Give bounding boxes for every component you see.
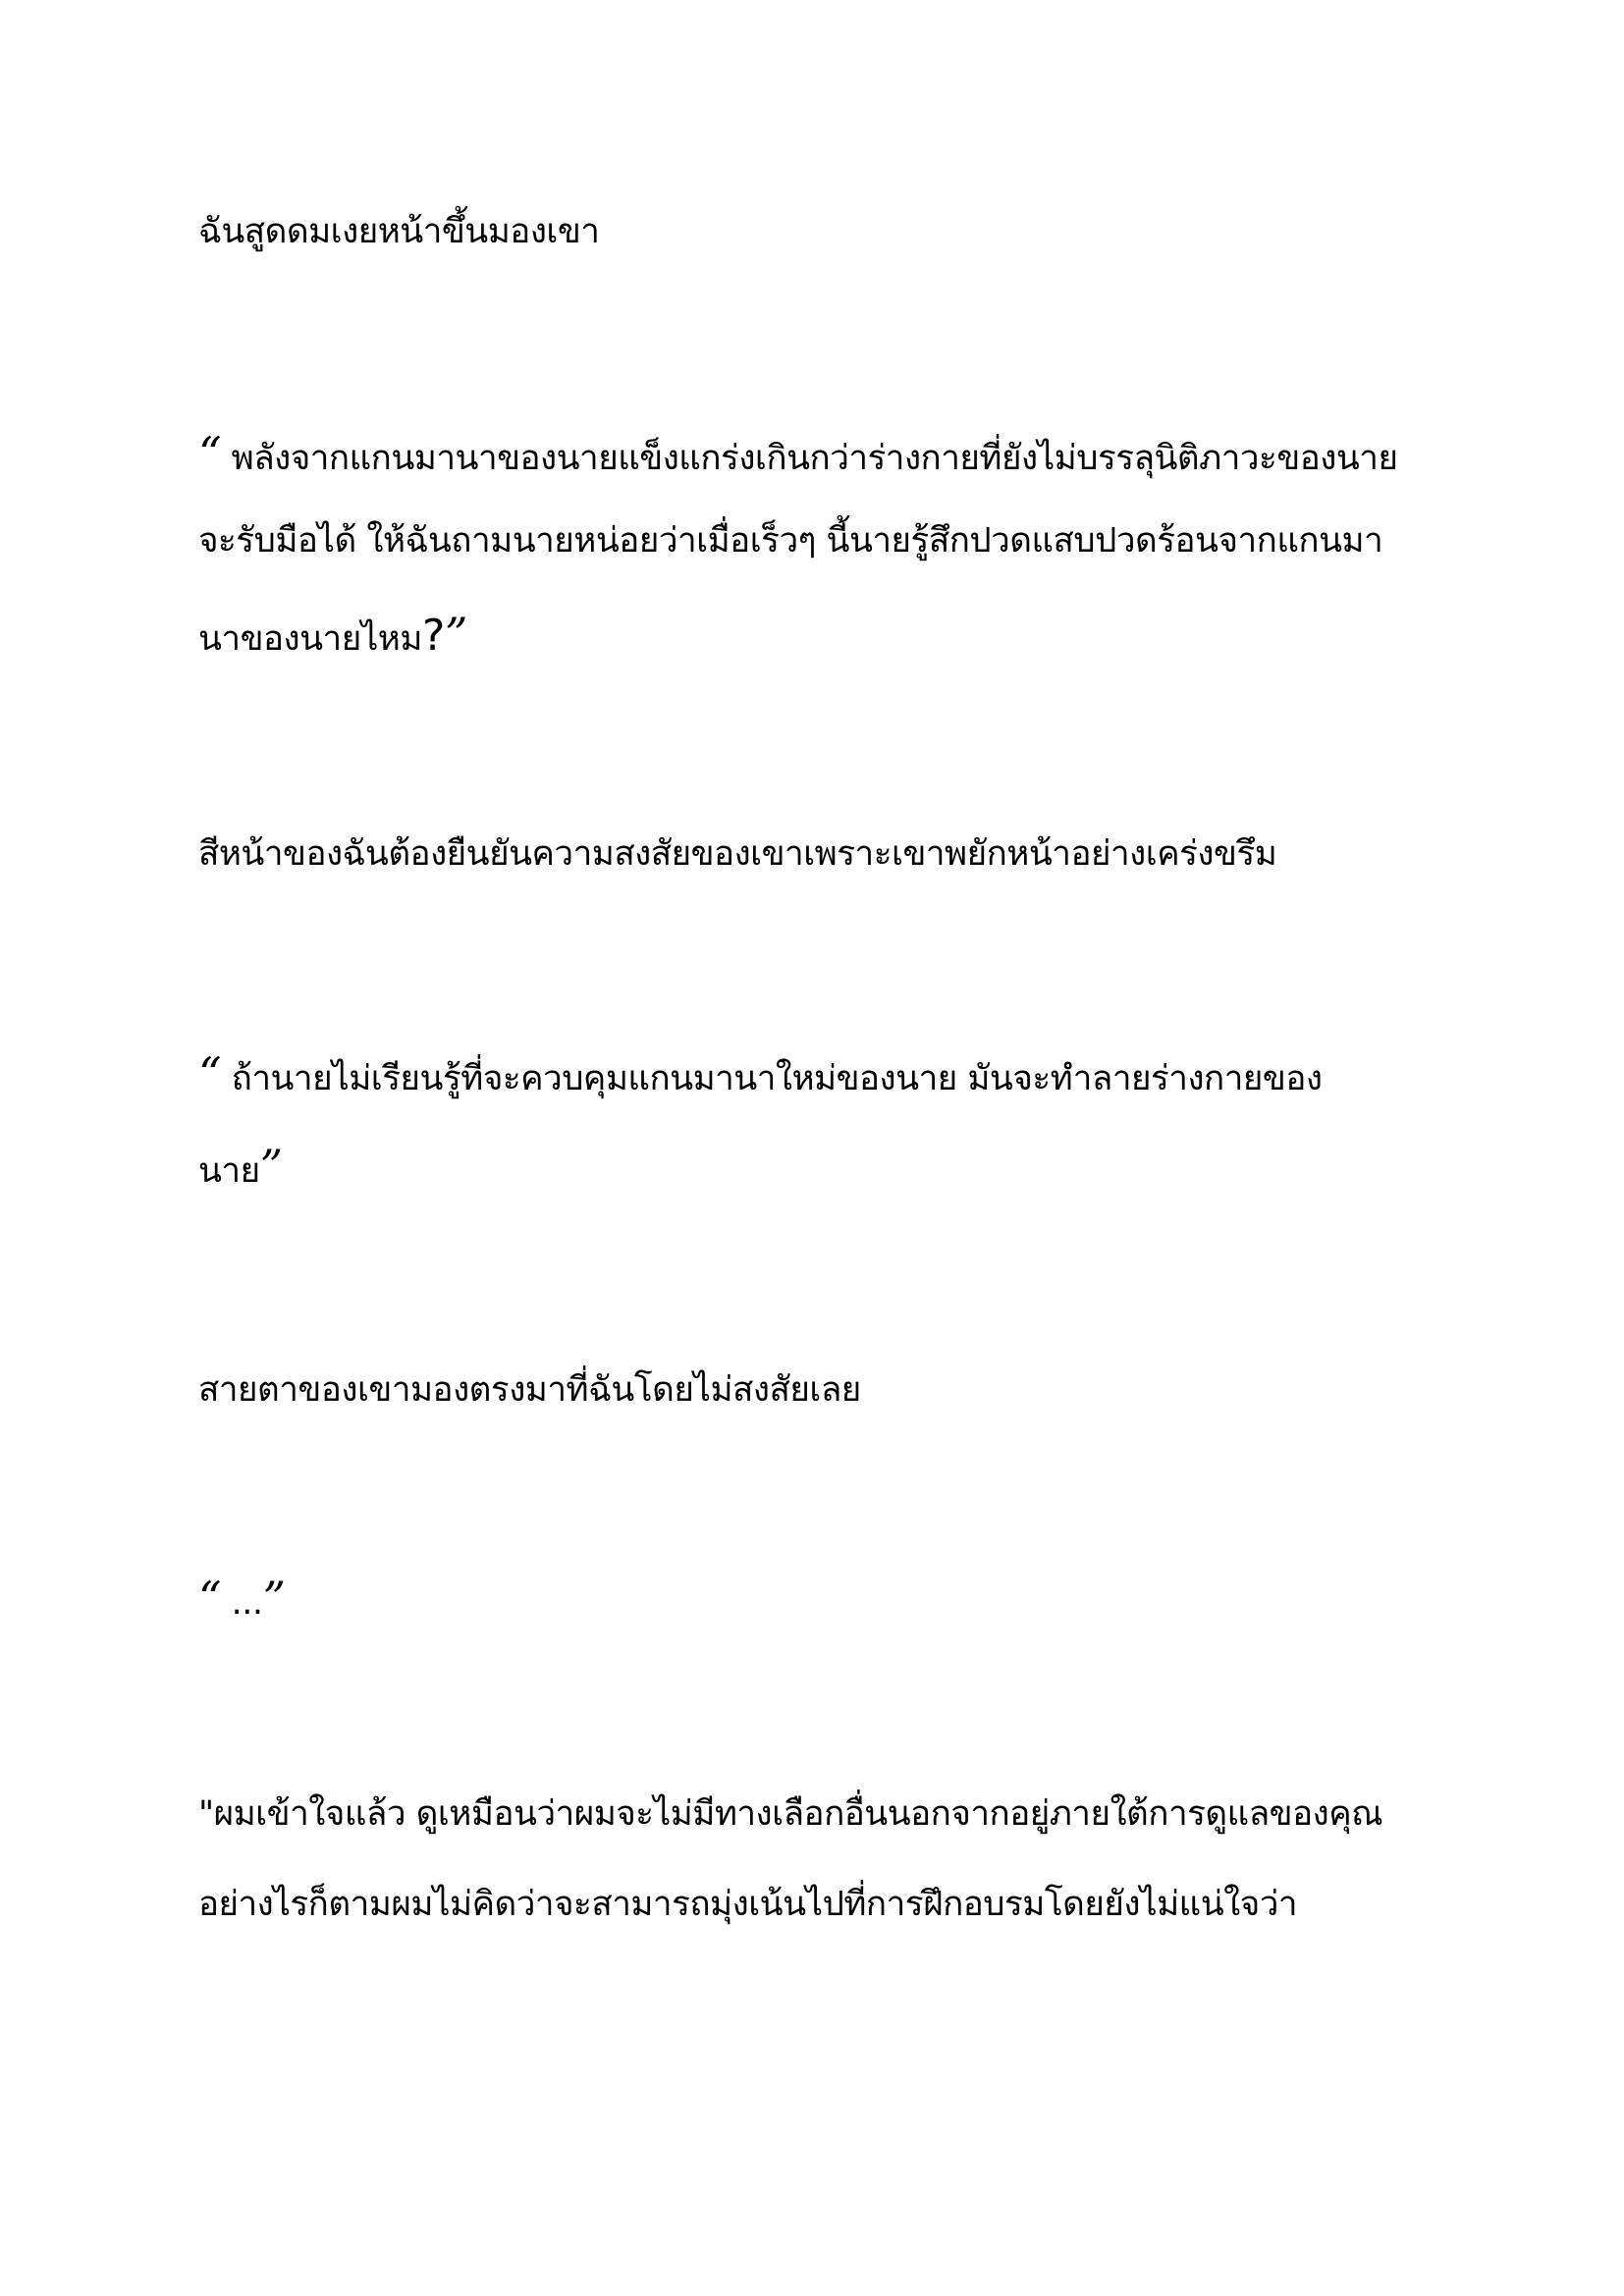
- ellipsis: ...: [221, 1583, 263, 1623]
- close-quote: ”: [259, 1140, 283, 1193]
- paragraph-6-line-1: [198, 1572, 286, 1627]
- paragraph-3-line-1: สีหน้าของฉันต้องยืนยันความสงสัยของเขาเพราะเขาพยักหน้าอย่างเคร่งขรึม: [198, 834, 1277, 874]
- open-quote: “: [198, 1572, 222, 1625]
- paragraph-2-text-1: พลังจากแกนมานาของนายแข็งแกร่งเกินกว่าร่างกายที่ยังไม่บรรลุนิติภาวะของนาย: [221, 439, 1398, 478]
- close-quote: ”: [444, 608, 467, 661]
- paragraph-4-line-2: [198, 1140, 283, 1195]
- paragraph-2-line-3: [198, 608, 467, 663]
- paragraph-2-line-2: จะรับมือได้ ให้ฉันถามนายหน่อยว่าเมื่อเร็วๆ นี้นายรู้สึกปวดแสบปวดร้อนจากแกนมา: [198, 521, 1383, 561]
- open-quote: “: [198, 1047, 222, 1100]
- open-quote: “: [198, 427, 222, 480]
- paragraph-7-line-1: "ผมเข้าใจแล้ว ดูเหมือนว่าผมจะไม่มีทางเลือกอื่นนอกจากอยู่ภายใต้การดูแลของคุณ: [198, 1794, 1383, 1834]
- paragraph-4-line-1: [198, 1047, 1323, 1102]
- question-mark: ?: [421, 611, 445, 661]
- paragraph-2-line-1: [198, 427, 1398, 482]
- paragraph-1-line-1: ฉันสูดดมเงยหน้าขึ้นมองเขา: [198, 212, 600, 251]
- paragraph-4-text-2: นาย: [198, 1151, 260, 1191]
- paragraph-7-line-2: อย่างไรก็ตามผมไม่คิดว่าจะสามารถมุ่งเน้นไปที่การฝึกอบรมโดยยังไม่แน่ใจว่า: [198, 1885, 1298, 1924]
- paragraph-5-line-1: สายตาของเขามองตรงมาที่ฉันโดยไม่สงสัยเลย: [198, 1370, 861, 1410]
- paragraph-4-text-1: ถ้านายไม่เรียนรู้ที่จะควบคุมแกนมานาใหม่ของนาย มันจะทำลายร่างกายของ: [221, 1059, 1323, 1098]
- paragraph-2-text-3: นาของนายไหม: [198, 619, 422, 659]
- close-quote: ”: [262, 1572, 286, 1625]
